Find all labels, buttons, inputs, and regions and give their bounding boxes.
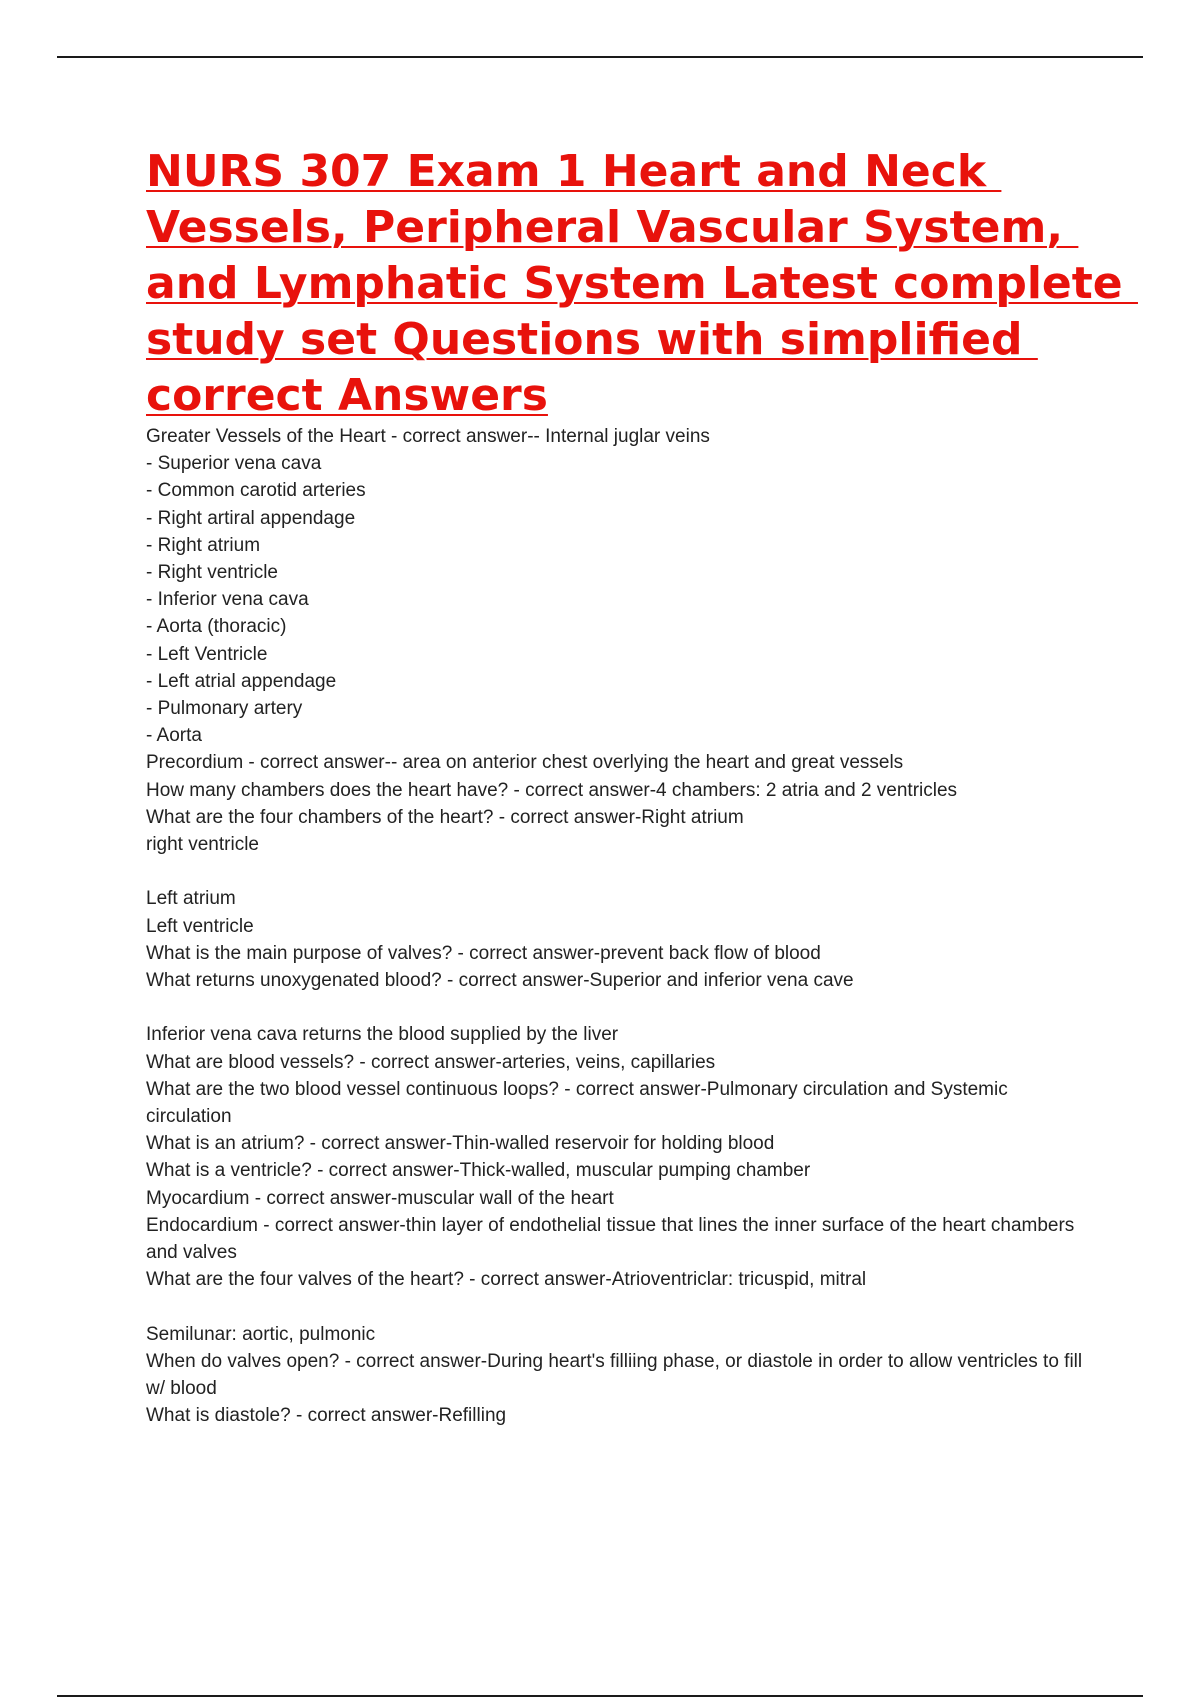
qa-line: When do valves open? - correct answer-During heart's filliing phase, or diastole in order to allow ventricles to fill w/ blood <box>146 1350 1083 1400</box>
qa-line: How many chambers does the heart have? - correct answer-4 chambers: 2 atria and 2 ventricles <box>146 779 958 801</box>
qa-line: What is diastole? - correct answer-Refilling <box>146 1405 507 1427</box>
qa-line: - Right artiral appendage <box>146 507 356 529</box>
qa-list <box>146 423 1086 1429</box>
qa-line: Left ventricle <box>146 915 254 937</box>
qa-line: - Common carotid arteries <box>146 480 366 502</box>
title-line: Vessels, Peripheral Vascular System, <box>146 202 1079 253</box>
qa-line: - Aorta <box>146 725 202 747</box>
qa-line: What are the four valves of the heart? - correct answer-Atrioventriclar: tricuspid, mitral <box>146 1269 867 1291</box>
blank-line <box>146 994 1086 1021</box>
qa-line: What is the main purpose of valves? - correct answer-prevent back flow of blood <box>146 942 821 964</box>
qa-line: - Pulmonary artery <box>146 698 303 720</box>
qa-line: Myocardium - correct answer-muscular wall of the heart <box>146 1187 614 1209</box>
title-line: study set Questions with simplified <box>146 314 1038 365</box>
qa-line: - Aorta (thoracic) <box>146 616 287 638</box>
title-line: NURS 307 Exam 1 Heart and Neck <box>146 146 1002 197</box>
document-title <box>146 144 1138 424</box>
qa-line: - Inferior vena cava <box>146 589 309 611</box>
qa-line: right ventricle <box>146 834 259 856</box>
title-line: correct Answers <box>146 370 548 421</box>
title-line: and Lymphatic System Latest complete <box>146 258 1138 309</box>
qa-line: What returns unoxygenated blood? - correct answer-Superior and inferior vena cave <box>146 970 854 992</box>
qa-line: - Superior vena cava <box>146 453 322 475</box>
qa-line: What is a ventricle? - correct answer-Thick-walled, muscular pumping chamber <box>146 1160 811 1182</box>
qa-line: - Left Ventricle <box>146 643 268 665</box>
blank-line <box>146 1293 1086 1320</box>
qa-line: - Right atrium <box>146 534 261 556</box>
qa-line: - Right ventricle <box>146 562 278 584</box>
qa-line: What is an atrium? - correct answer-Thin-walled reservoir for holding blood <box>146 1133 775 1155</box>
qa-line: Inferior vena cava returns the blood supplied by the liver <box>146 1024 619 1046</box>
qa-line: Precordium - correct answer-- area on anterior chest overlying the heart and great vessels <box>146 752 904 774</box>
qa-line: What are blood vessels? - correct answer-arteries, veins, capillaries <box>146 1051 716 1073</box>
bottom-divider <box>57 1695 1143 1697</box>
qa-line: What are the two blood vessel continuous loops? - correct answer-Pulmonary circulation and Systemic circulation <box>146 1078 1008 1128</box>
qa-line: What are the four chambers of the heart? - correct answer-Right atrium <box>146 806 744 828</box>
qa-line: - Left atrial appendage <box>146 670 337 692</box>
qa-line: Greater Vessels of the Heart - correct answer-- Internal juglar veins <box>146 426 710 447</box>
qa-line: Semilunar: aortic, pulmonic <box>146 1323 376 1345</box>
blank-line <box>146 858 1086 885</box>
qa-line: Endocardium - correct answer-thin layer of endothelial tissue that lines the inner surface of the heart chambers and valves <box>146 1214 1075 1264</box>
qa-line: Left atrium <box>146 888 236 910</box>
top-divider <box>57 56 1143 58</box>
